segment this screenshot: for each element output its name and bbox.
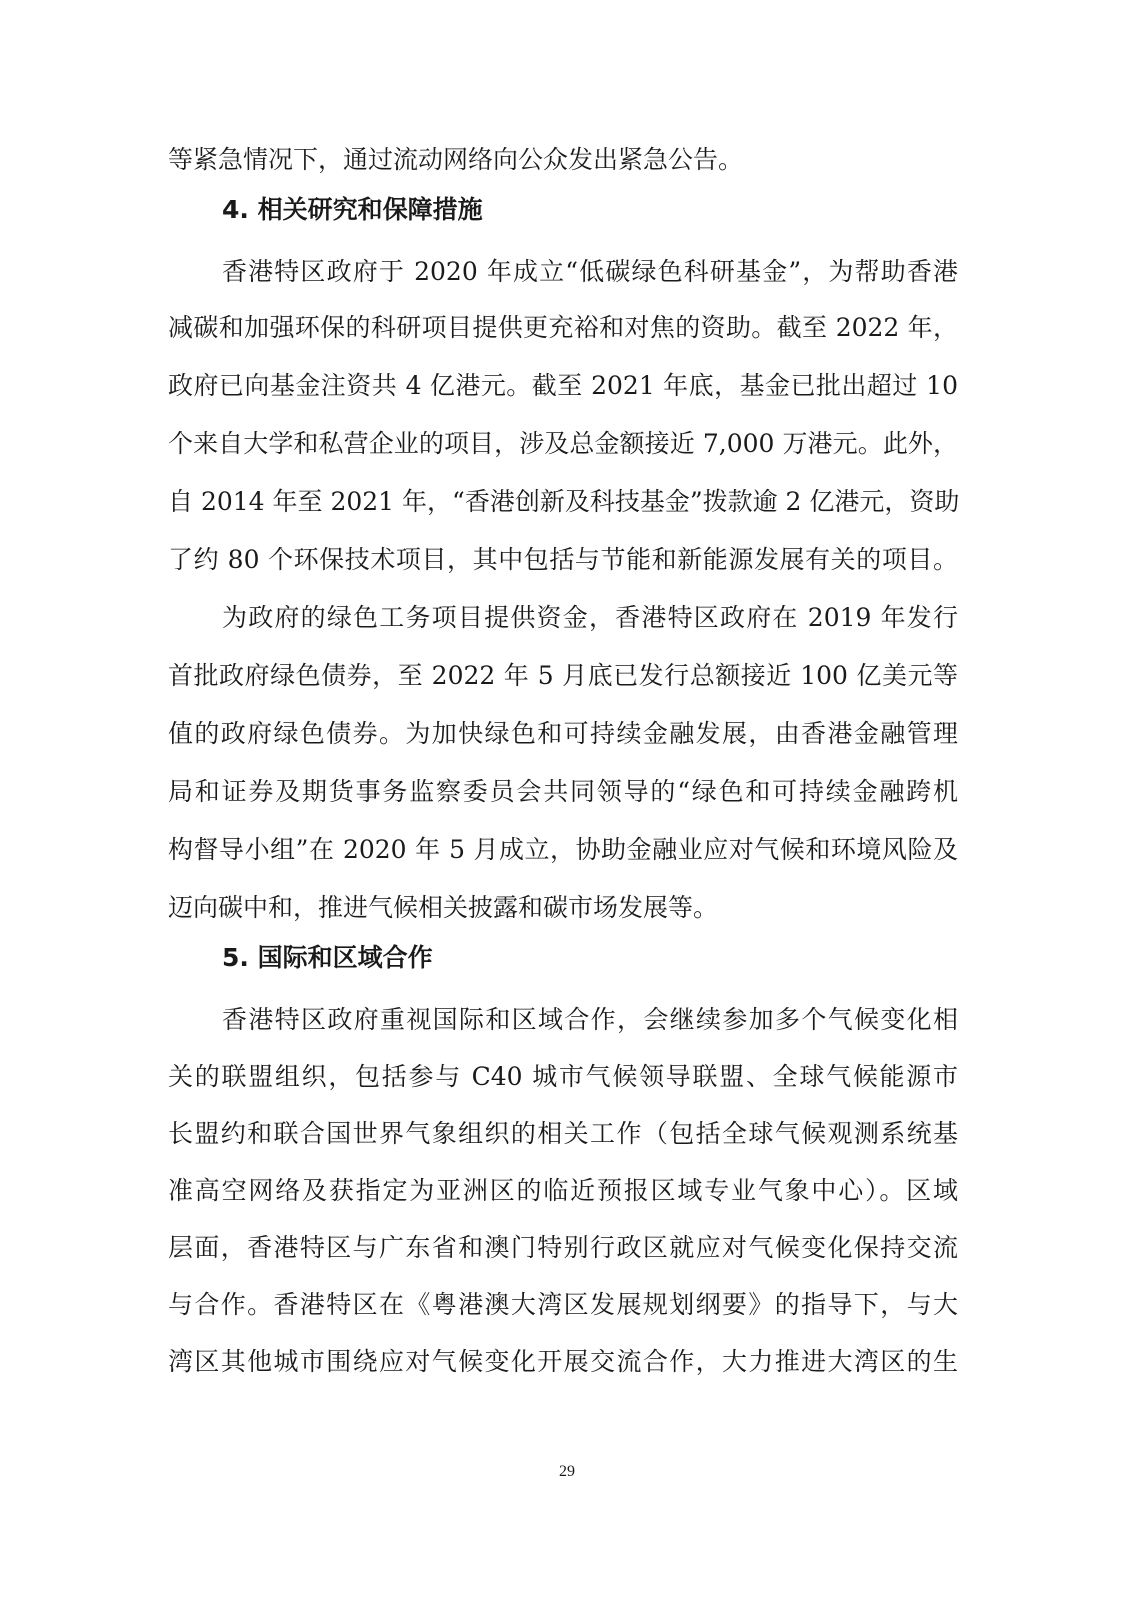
section-5-paragraph-1-line-5: 层面，香港特区与广东省和澳门特别行政区就应对气候变化保持交流 [168,1233,958,1262]
page-number: 29 [559,1463,575,1480]
section-4-paragraph-2-line-2: 首批政府绿色债券，至 2022 年 5 月底已发行总额接近 100 亿美元等 [168,661,958,690]
section-4-heading: 4. 相关研究和保障措施 [222,195,483,224]
intro-line: 等紧急情况下，通过流动网络向公众发出紧急公告。 [168,145,744,174]
section-4-paragraph-1-line-2: 减碳和加强环保的科研项目提供更充裕和对焦的资助。截至 2022 年， [168,313,958,342]
section-4-paragraph-2-line-4: 局和证券及期货事务监察委员会共同领导的“绿色和可持续金融跨机 [168,777,958,806]
section-5-paragraph-1-line-1: 香港特区政府重视国际和区域合作，会继续参加多个气候变化相 [222,1005,958,1034]
section-5-heading: 5. 国际和区域合作 [222,943,433,972]
section-4-paragraph-2-line-6: 迈向碳中和，推进气候相关披露和碳市场发展等。 [168,893,719,922]
section-4-paragraph-1-line-1: 香港特区政府于 2020 年成立“低碳绿色科研基金”，为帮助香港 [222,257,958,286]
section-4-paragraph-1-line-3: 政府已向基金注资共 4 亿港元。截至 2021 年底，基金已批出超过 10 [168,371,958,400]
section-4-paragraph-1-line-4: 个来自大学和私营企业的项目，涉及总金额接近 7,000 万港元。此外， [168,429,958,458]
section-4-paragraph-1-line-6: 了约 80 个环保技术项目，其中包括与节能和新能源发展有关的项目。 [168,545,958,574]
section-4-paragraph-2-line-1: 为政府的绿色工务项目提供资金，香港特区政府在 2019 年发行 [222,603,958,632]
section-5-paragraph-1-line-7: 湾区其他城市围绕应对气候变化开展交流合作，大力推进大湾区的生 [168,1347,958,1376]
section-5-paragraph-1-line-3: 长盟约和联合国世界气象组织的相关工作（包括全球气候观测系统基 [168,1119,958,1148]
section-4-paragraph-1-line-5: 自 2014 年至 2021 年，“香港创新及科技基金”拨款逾 2 亿港元，资助 [168,487,960,516]
section-5-paragraph-1-line-2: 关的联盟组织，包括参与 C40 城市气候领导联盟、全球气候能源市 [168,1062,958,1091]
section-5-paragraph-1-line-4: 准高空网络及获指定为亚洲区的临近预报区域专业气象中心）。区域 [168,1176,958,1205]
section-4-paragraph-2-line-3: 值的政府绿色债券。为加快绿色和可持续金融发展，由香港金融管理 [168,719,958,748]
section-5-paragraph-1-line-6: 与合作。香港特区在《粤港澳大湾区发展规划纲要》的指导下，与大 [168,1290,958,1319]
section-4-paragraph-2-line-5: 构督导小组”在 2020 年 5 月成立，协助金融业应对气候和环境风险及 [168,835,958,864]
